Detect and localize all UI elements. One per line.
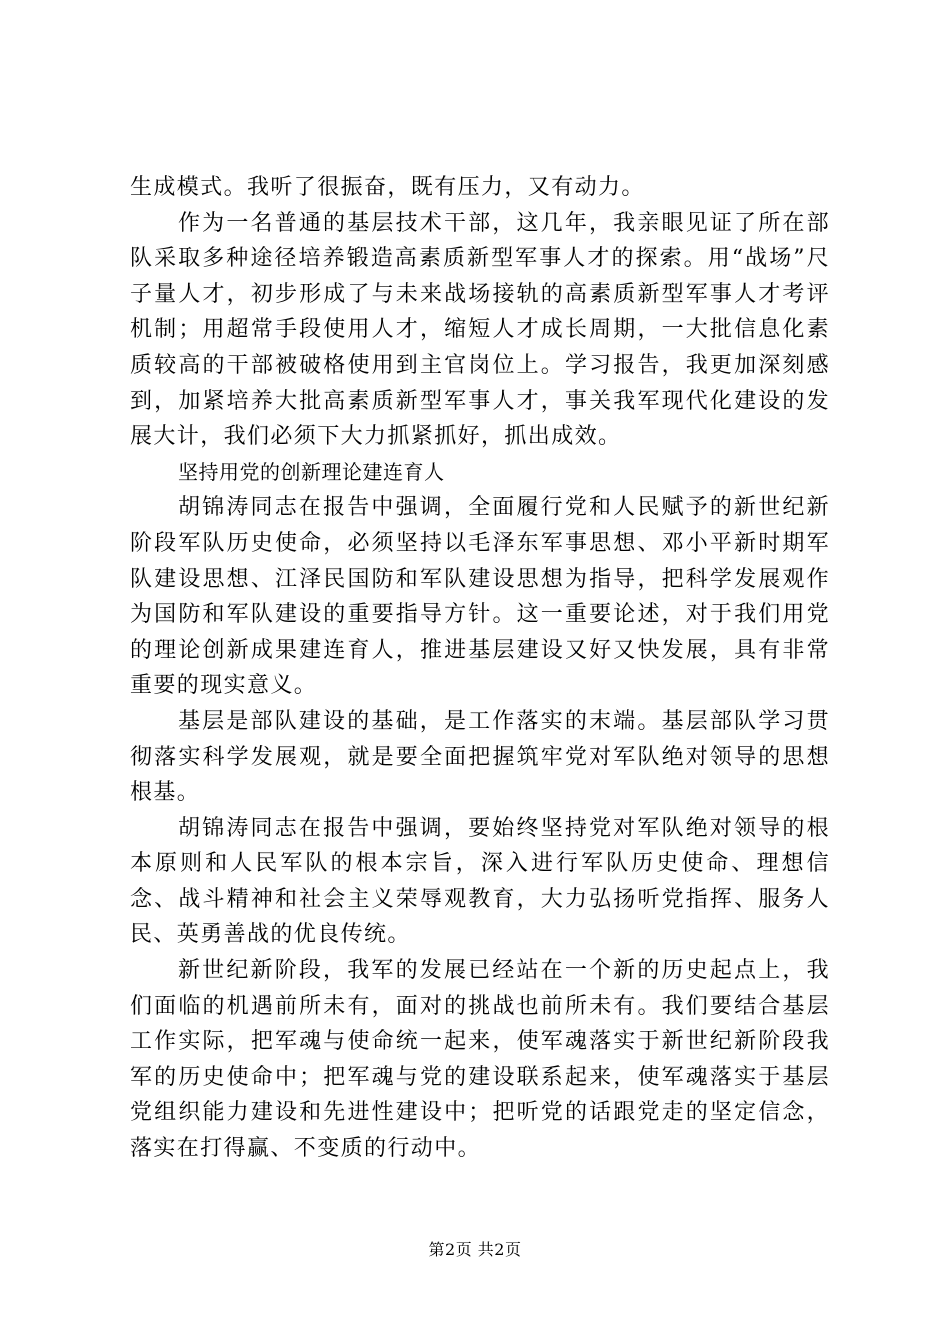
document-body xyxy=(130,170,830,1167)
paragraph-grassroots-foundation: 基层是部队建设的基础，是工作落实的末端。基层部队学习贯彻落实科学发展观，就是要全面把握筑牢党对军队绝对领导的思想根基。 xyxy=(130,708,830,806)
paragraph-party-leadership: 胡锦涛同志在报告中强调，要始终坚持党对军队绝对领导的根本原则和人民军队的根本宗旨，深入进行军队历史使命、理想信念、战斗精神和社会主义荣辱观教育，大力弘扬听党指挥、服务人民、英勇善战的优良传统。 xyxy=(130,815,830,948)
page-number-label: 第2页 共2页 xyxy=(428,1240,522,1259)
paragraph-talent-cultivation: 作为一名普通的基层技术干部，这几年，我亲眼见证了所在部队采取多种途径培养锻造高素质新型军事人才的探索。用“战场”尺子量人才，初步形成了与未来战场接轨的高素质新型军事人才考评机制；用超常手段使用人才，缩短人才成长周期，一大批信息化素质较高的干部被破格使用到主官岗位上。学习报告，我更加深刻感到，加紧培养大批高素质新型军事人才，事关我军现代化建设的发展大计，我们必须下大力抓紧抓好，抓出成效。 xyxy=(130,210,830,450)
section-heading: 坚持用党的创新理论建连育人 xyxy=(178,459,445,484)
paragraph-new-era: 新世纪新阶段，我军的发展已经站在一个新的历史起点上，我们面临的机遇前所未有，面对的挑战也前所未有。我们要结合基层工作实际，把军魂与使命统一起来，使军魂落实于新世纪新阶段我军的历史使命中；把军魂与党的建设联系起来，使军魂落实于基层党组织能力建设和先进性建设中；把听党的话跟党走的坚定信念，落实在打得赢、不变质的行动中。 xyxy=(130,958,830,1162)
paragraph-report-emphasis: 胡锦涛同志在报告中强调，全面履行党和人民赋予的新世纪新阶段军队历史使命，必须坚持以毛泽东军事思想、邓小平新时期军队建设思想、江泽民国防和军队建设思想为指导，把科学发展观作为国防和军队建设的重要指导方针。这一重要论述，对于我们用党的理论创新成果建连育人，推进基层建设又好又快发展，具有非常重要的现实意义。 xyxy=(130,495,830,699)
paragraph-continuation: 生成模式。我听了很振奋，既有压力，又有动力。 xyxy=(130,175,645,200)
page-footer xyxy=(0,1240,950,1260)
